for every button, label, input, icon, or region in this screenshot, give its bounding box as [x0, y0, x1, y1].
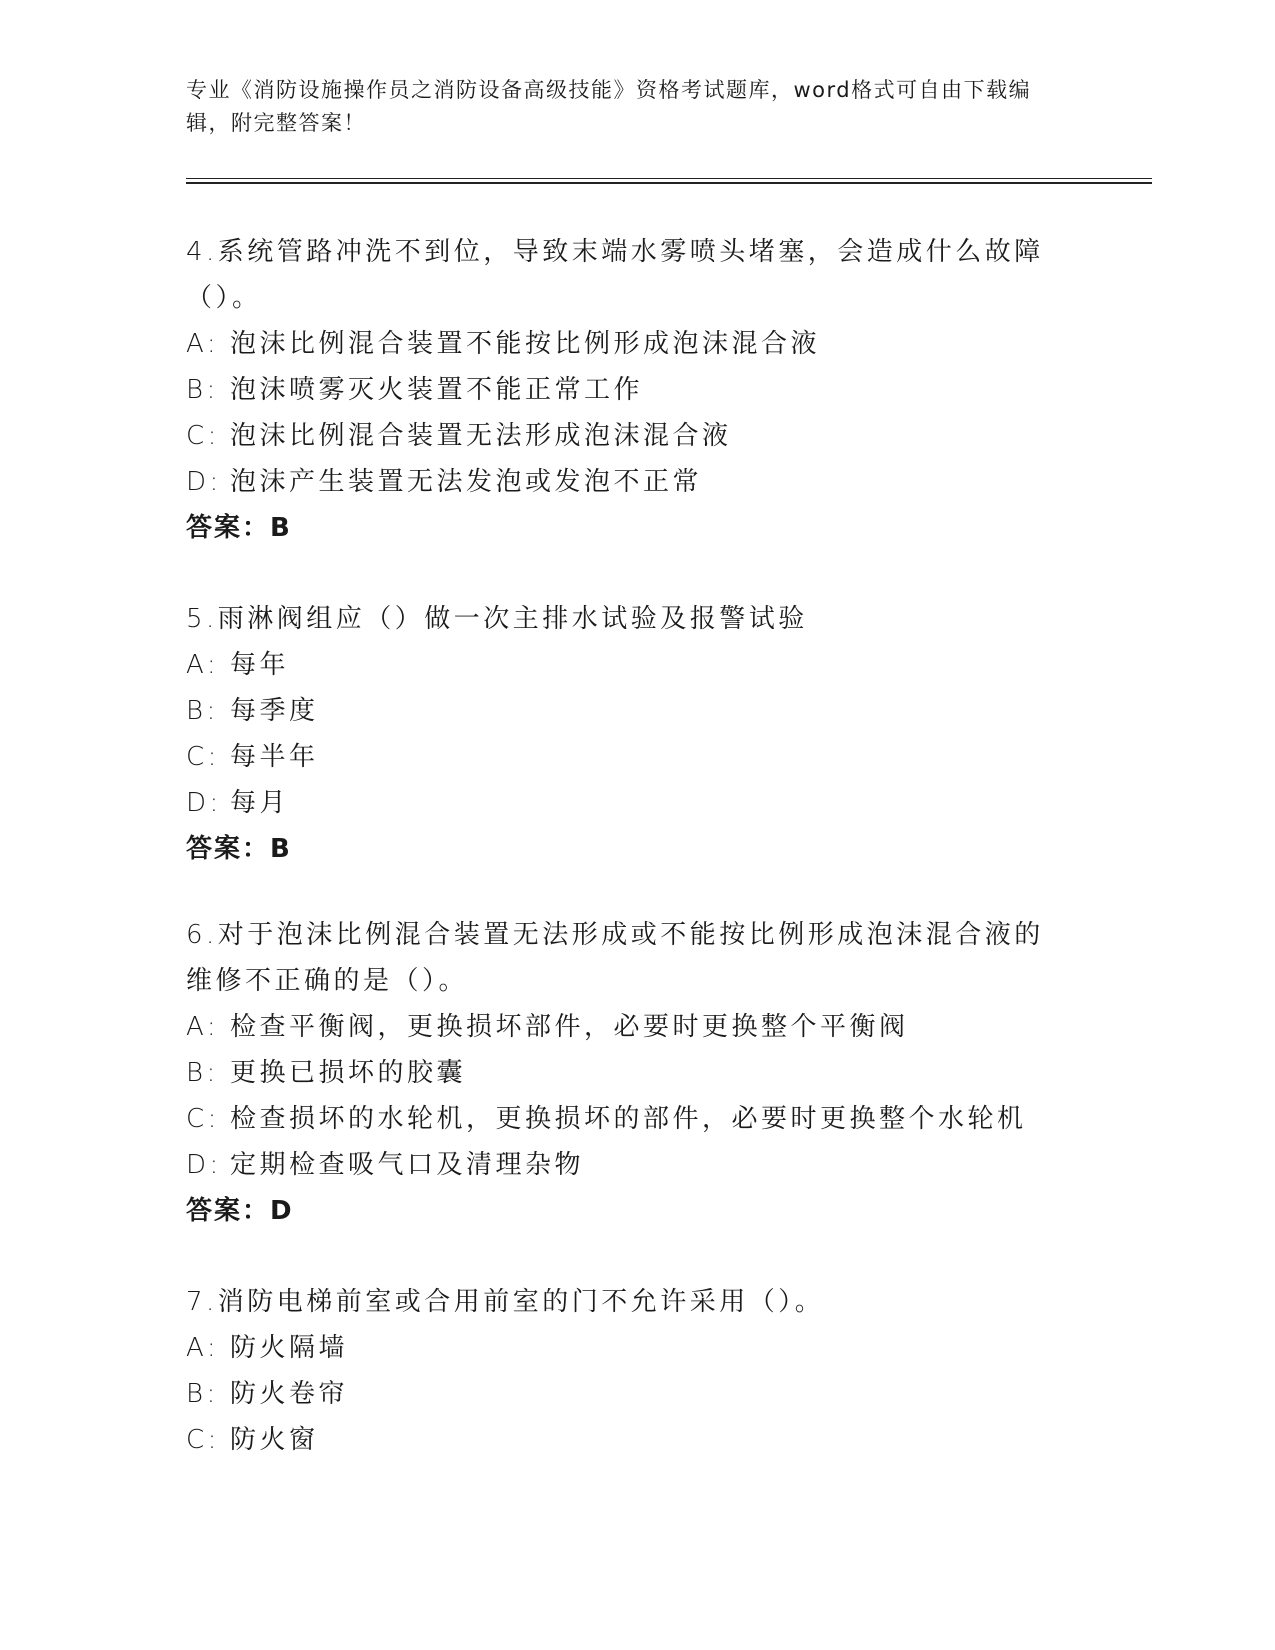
question-title: 6.对于泡沫比例混合装置无法形成或不能按比例形成泡沫混合液的维修不正确的是（）。	[186, 920, 1044, 996]
option-key: D:	[186, 788, 222, 818]
question-5	[186, 596, 1066, 872]
option-c	[186, 1417, 1066, 1463]
header-rule-thick	[186, 182, 1152, 184]
option-text: 检查损坏的水轮机，更换损坏的部件，必要时更换整个水轮机	[230, 1104, 1027, 1134]
option-text: 检查平衡阀，更换损坏部件，必要时更换整个平衡阀	[230, 1012, 909, 1042]
option-c	[186, 413, 1066, 459]
option-key: C:	[186, 742, 220, 772]
option-text: 每年	[230, 650, 290, 680]
option-d	[186, 780, 1066, 826]
document-header: 专业《消防设施操作员之消防设备高级技能》资格考试题库，word格式可自由下载编辑，附完整答案！	[186, 78, 1032, 135]
option-a	[186, 1004, 1066, 1050]
option-key: B:	[186, 696, 219, 726]
option-text: 定期检查吸气口及清理杂物	[230, 1150, 585, 1180]
option-text: 防火卷帘	[230, 1379, 349, 1409]
option-key: B:	[186, 1058, 219, 1088]
option-c	[186, 1096, 1066, 1142]
option-b	[186, 688, 1066, 734]
option-b	[186, 1050, 1066, 1096]
option-text: 泡沫产生装置无法发泡或发泡不正常	[230, 467, 703, 497]
option-text: 每季度	[230, 696, 319, 726]
option-text: 防火窗	[230, 1425, 319, 1455]
option-key: D:	[186, 1150, 222, 1180]
option-key: A:	[186, 329, 220, 359]
option-key: B:	[186, 1379, 219, 1409]
option-text: 泡沫比例混合装置不能按比例形成泡沫混合液	[230, 329, 821, 359]
question-4	[186, 229, 1066, 551]
answer: 答案：D	[186, 1196, 294, 1226]
option-d	[186, 1142, 1066, 1188]
option-key: D:	[186, 467, 222, 497]
option-text: 更换已损坏的胶囊	[230, 1058, 467, 1088]
question-title: 5.雨淋阀组应（）做一次主排水试验及报警试验	[186, 604, 808, 634]
option-text: 泡沫喷雾灭火装置不能正常工作	[230, 375, 644, 405]
option-key: A:	[186, 1012, 220, 1042]
option-b	[186, 1371, 1066, 1417]
option-key: C:	[186, 1425, 220, 1455]
question-title: 4.系统管路冲洗不到位，导致末端水雾喷头堵塞，会造成什么故障（）。	[186, 237, 1044, 313]
question-7	[186, 1279, 1066, 1463]
option-key: A:	[186, 1333, 220, 1363]
option-a	[186, 642, 1066, 688]
option-text: 每月	[230, 788, 290, 818]
option-key: A:	[186, 650, 220, 680]
option-text: 每半年	[230, 742, 319, 772]
option-a	[186, 1325, 1066, 1371]
question-6	[186, 912, 1066, 1234]
option-c	[186, 734, 1066, 780]
question-title: 7.消防电梯前室或合用前室的门不允许采用（）。	[186, 1287, 825, 1317]
option-key: C:	[186, 1104, 220, 1134]
option-key: B:	[186, 375, 219, 405]
option-text: 泡沫比例混合装置无法形成泡沫混合液	[230, 421, 732, 451]
answer: 答案：B	[186, 834, 292, 864]
header-rule-thin	[186, 178, 1152, 179]
option-b	[186, 367, 1066, 413]
option-d	[186, 459, 1066, 505]
option-a	[186, 321, 1066, 367]
answer: 答案：B	[186, 513, 292, 543]
option-key: C:	[186, 421, 220, 451]
option-text: 防火隔墙	[230, 1333, 349, 1363]
